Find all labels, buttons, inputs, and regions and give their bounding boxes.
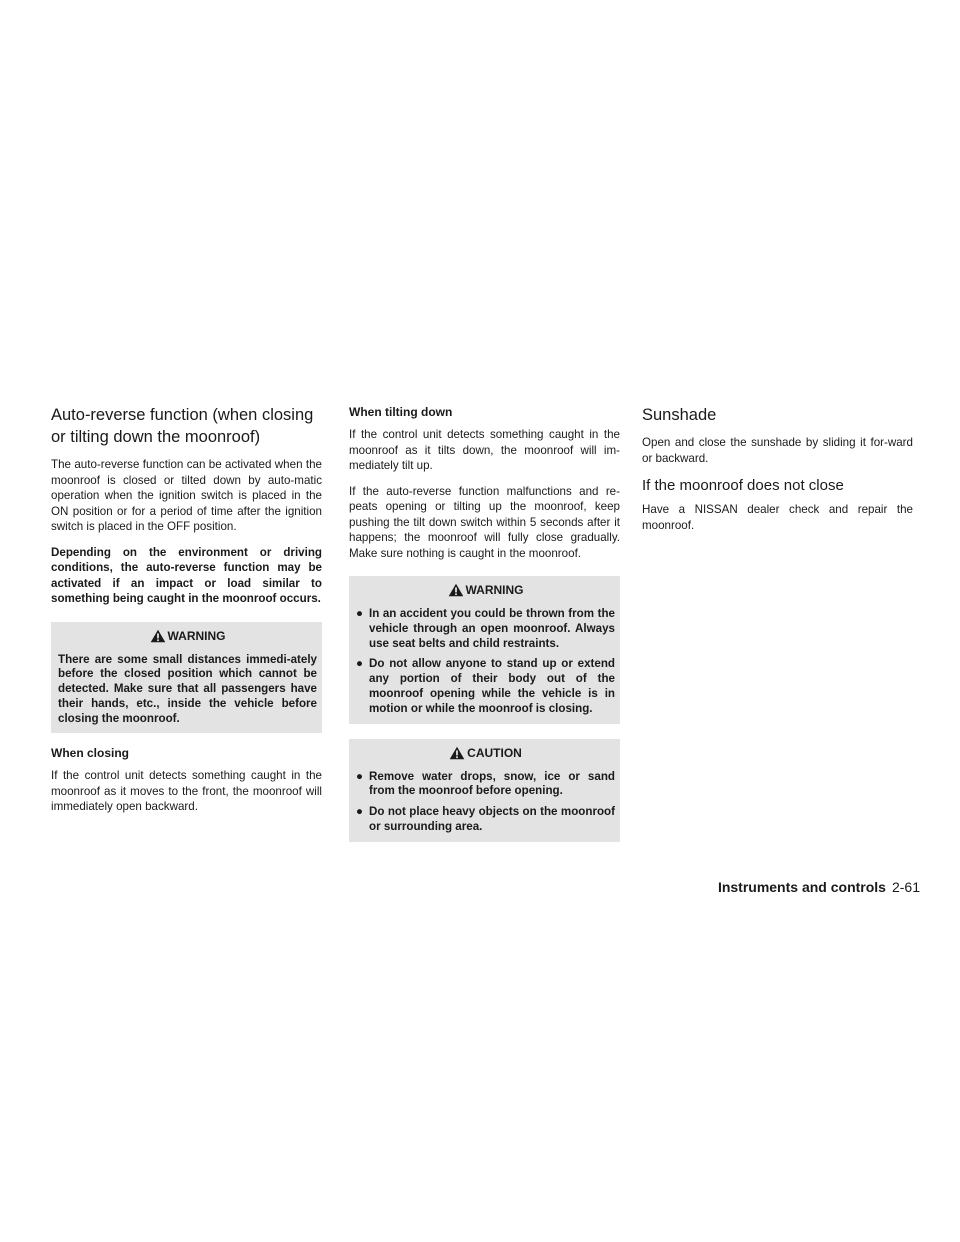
warning-box bbox=[349, 576, 620, 724]
caution-header bbox=[356, 744, 615, 762]
paragraph: The auto-reverse function can be activated when the moonroof is closed or tilted down by auto-matic operation when the ignition switch is placed in the ON position or for a period of time after the ignition switch is placed in the OFF position. bbox=[51, 458, 322, 533]
list-item bbox=[356, 805, 615, 835]
warning-title: WARNING bbox=[167, 628, 226, 643]
list-item bbox=[356, 770, 615, 800]
bullet: ● bbox=[356, 769, 364, 783]
column-3 bbox=[642, 404, 913, 543]
caution-box bbox=[349, 739, 620, 842]
warning-header bbox=[356, 581, 615, 599]
subheading-when-tilting-down: When tilting down bbox=[349, 405, 453, 419]
warning-triangle-icon bbox=[449, 746, 465, 760]
section-heading-moonroof-not-close: If the moonroof does not close bbox=[642, 477, 844, 494]
caution-title: CAUTION bbox=[467, 745, 522, 760]
subheading-when-closing: When closing bbox=[51, 746, 129, 761]
section-heading-auto-reverse: Auto-reverse function (when closing or tilting down the moonroof) bbox=[51, 406, 314, 446]
bullet: ● bbox=[356, 607, 364, 620]
list-item-text: Remove water drops, snow, ice or sand from the moonroof before opening. bbox=[369, 769, 615, 798]
list-item-text: Do not place heavy objects on the moonroof or surrounding area. bbox=[369, 805, 615, 833]
list-item bbox=[356, 607, 615, 651]
paragraph: If the control unit detects something caught in the moonroof as it moves to the front, the moonroof will immediately open backward. bbox=[51, 769, 322, 814]
paragraph-bold: Depending on the environment or driving conditions, the auto-reverse function may be activated if an impact or load similar to something being caught in the moonroof occurs. bbox=[51, 545, 322, 605]
warning-box bbox=[51, 622, 322, 734]
paragraph: Open and close the sunshade by sliding it for-ward or backward. bbox=[642, 436, 913, 465]
paragraph: Have a NISSAN dealer check and repair the moonroof. bbox=[642, 503, 913, 532]
page-footer bbox=[672, 878, 920, 896]
footer-section-title: Instruments and controls bbox=[717, 879, 886, 895]
bullet: ● bbox=[356, 657, 364, 671]
paragraph: If the auto-reverse function malfunctions and re-peats opening or tilting up the moonroof, keep pushing the tilt down switch within 5 seconds after it happens; the moonroof will fully close gradually. Make sure nothing is caught in the moonroof. bbox=[349, 484, 620, 560]
warning-triangle-icon bbox=[150, 629, 166, 643]
list-item bbox=[356, 657, 615, 716]
paragraph: If the control unit detects something caught in the moonroof as it tilts down, the moonroof will im-mediately tilt up. bbox=[349, 428, 620, 472]
warning-text: There are some small distances immedi-ately before the closed position which cannot be detected. Make sure that all passengers have their hands, etc., inside the vehicle before closing the moonroof. bbox=[58, 652, 317, 725]
page-number: 2-61 bbox=[891, 879, 920, 895]
column-1 bbox=[51, 404, 322, 825]
bullet: ● bbox=[356, 805, 364, 819]
list-item-text: Do not allow anyone to stand up or extend any portion of their body out of the moonroof opening while the vehicle is in motion or while the moonroof is closing. bbox=[369, 657, 615, 715]
warning-header bbox=[58, 627, 317, 645]
list-item-text: In an accident you could be thrown from the vehicle through an open moonroof. Always use seat belts and child restraints. bbox=[369, 607, 615, 650]
column-2 bbox=[349, 404, 620, 854]
warning-triangle-icon bbox=[448, 583, 464, 597]
section-heading-sunshade: Sunshade bbox=[642, 406, 717, 424]
warning-title: WARNING bbox=[465, 583, 524, 597]
